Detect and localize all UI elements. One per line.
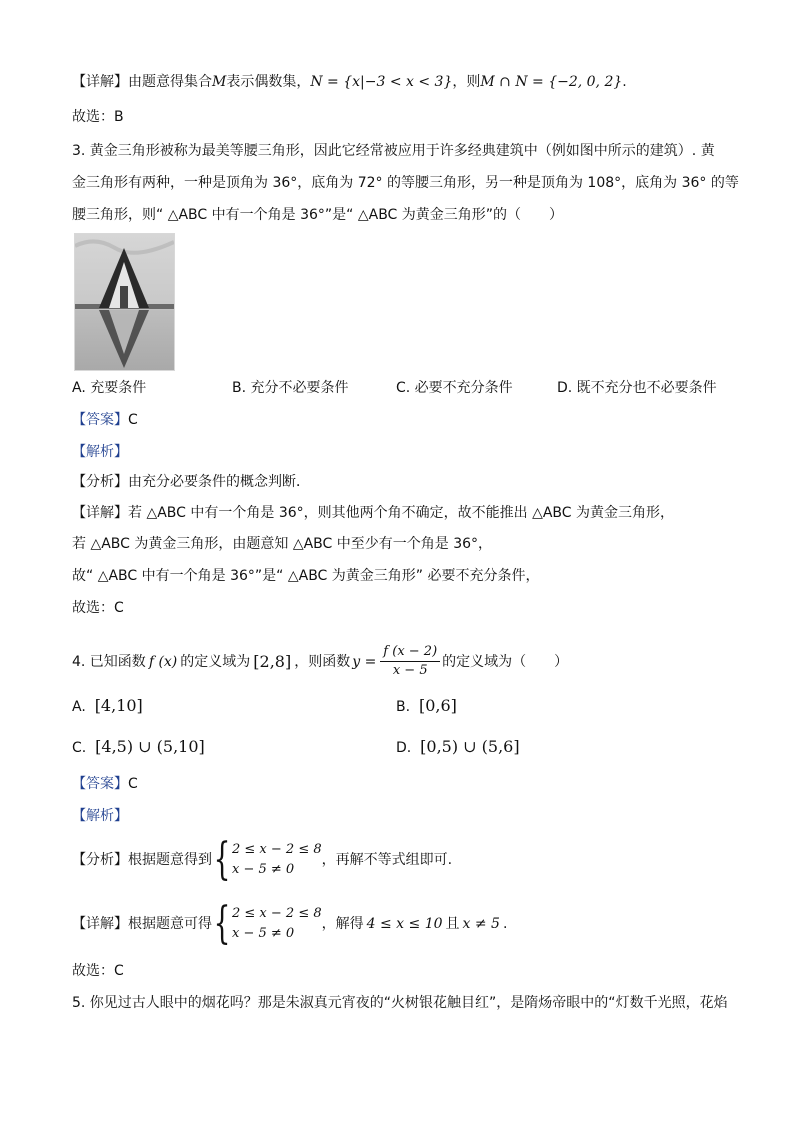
q4-fraction: $\frac{f (x - 2)}{x - 5}$ bbox=[380, 643, 440, 680]
q3-option-b: B. 充分不必要条件 bbox=[232, 380, 349, 396]
q3-fenxi: 【分析】由充分必要条件的概念判断． bbox=[72, 474, 310, 490]
golden-triangle-building-photo bbox=[74, 233, 175, 371]
q4-stem: 4. 已知函数 f (x) 的定义域为 [2,8] ，则函数 y = $\frac{f (x - 2)}{x - 5}$ 的定义域为（ ） bbox=[72, 644, 569, 678]
q3-stem-line-3: 腰三角形，则“ △ABC 中有一个角是 36°”是“ △ABC 为黄金三角形”的（ ） bbox=[72, 207, 564, 223]
q2-detail-line: 【详解】由题意得集合M表示偶数集，N = {x|−3 < x < 3}，则M ∩ N = {−2, 0, 2}. bbox=[72, 74, 627, 90]
q4-option-d: D. [0,5) ∪ (5,6] bbox=[396, 737, 520, 756]
q2-choose: 故选：B bbox=[72, 109, 124, 125]
q3-choose: 故选：C bbox=[72, 600, 124, 616]
answer-tag: 【答案】 bbox=[72, 412, 128, 428]
q4-answer: 【答案】C bbox=[72, 776, 138, 792]
q3-analysis-tag: 【解析】 bbox=[72, 444, 128, 460]
q3-option-a: A. 充要条件 bbox=[72, 380, 147, 396]
q4-inequality-system-2: { 2 ≤ x − 2 ≤ 8 x − 5 ≠ 0 bbox=[213, 898, 322, 949]
q4-choose: 故选：C bbox=[72, 963, 124, 979]
q4-option-b: B. [0,6] bbox=[396, 696, 457, 715]
detail-tag: 【详解】 bbox=[72, 74, 128, 90]
q4-option-c: C. [4,5) ∪ (5,10] bbox=[72, 737, 205, 756]
q3-stem-line-1: 3. 黄金三角形被称为最美等腰三角形，因此它经常被应用于许多经典建筑中（例如图中所示的建筑）. 黄 bbox=[72, 143, 715, 159]
q3-detail-2: 若 △ABC 为黄金三角形，由题意知 △ABC 中至少有一个角是 36°， bbox=[72, 536, 493, 552]
q3-option-c: C. 必要不充分条件 bbox=[396, 380, 513, 396]
q3-stem-line-2: 金三角形有两种，一种是顶角为 36°，底角为 72° 的等腰三角形，另一种是顶角为 108°，底角为 36° 的等 bbox=[72, 175, 739, 191]
q3-detail-1: 【详解】若 △ABC 中有一个角是 36°，则其他两个角不确定，故不能推出 △ABC 为黄金三角形， bbox=[72, 505, 675, 521]
q3-answer: 【答案】C bbox=[72, 412, 138, 428]
q4-analysis-tag: 【解析】 bbox=[72, 808, 128, 824]
q5-stem-line-1: 5. 你见过古人眼中的烟花吗？那是朱淑真元宵夜的“火树银花触目红”，是隋炀帝眼中的“灯数千光照，花焰 bbox=[72, 995, 728, 1011]
q4-inequality-system: { 2 ≤ x − 2 ≤ 8 x − 5 ≠ 0 bbox=[213, 834, 322, 885]
q4-option-a: A. [4,10] bbox=[72, 696, 143, 715]
q4-fenxi: 【分析】 根据题意得到 { 2 ≤ x − 2 ≤ 8 x − 5 ≠ 0 ，再解不等式组即可. bbox=[72, 834, 453, 885]
q3-detail-3: 故“ △ABC 中有一个角是 36°”是“ △ABC 为黄金三角形” 必要不充分条件， bbox=[72, 568, 540, 584]
q3-option-d: D. 既不充分也不必要条件 bbox=[557, 380, 717, 396]
q4-detail: 【详解】 根据题意可得 { 2 ≤ x − 2 ≤ 8 x − 5 ≠ 0 ，解得 4 ≤ x ≤ 10 且 x ≠ 5 . bbox=[72, 898, 508, 949]
